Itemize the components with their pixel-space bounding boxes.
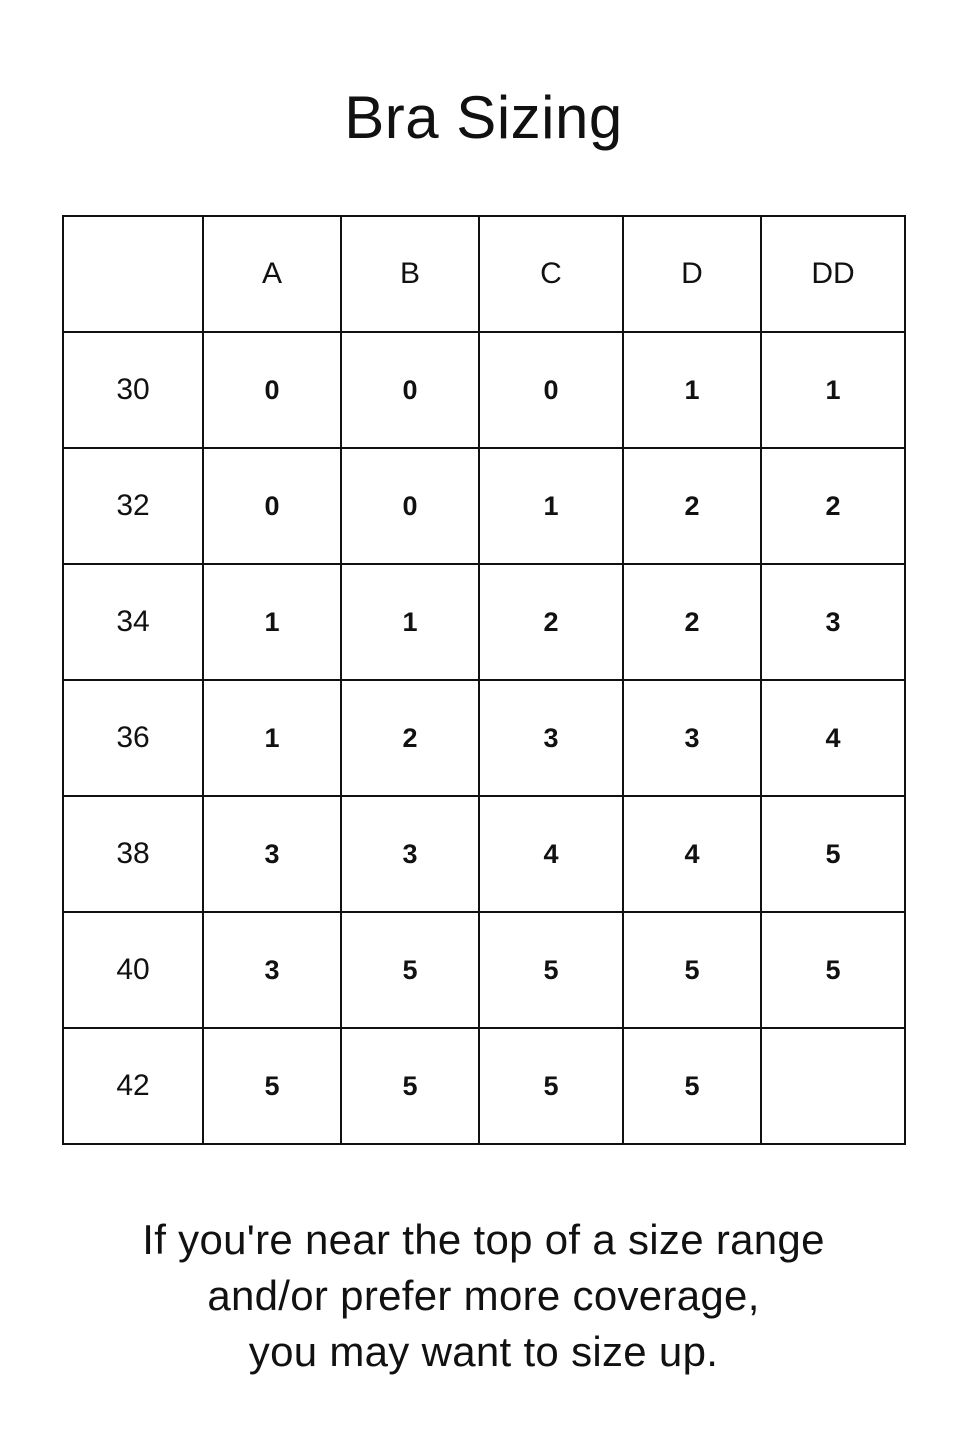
size-value: 2 [761, 448, 905, 564]
size-chart-table [62, 215, 906, 1145]
band-label: 42 [63, 1028, 203, 1144]
size-value: 2 [479, 564, 623, 680]
table-row [63, 332, 905, 448]
table-row [63, 448, 905, 564]
size-value: 5 [341, 1028, 479, 1144]
cup-header-dd: DD [761, 216, 905, 332]
size-value: 1 [203, 564, 341, 680]
band-label: 36 [63, 680, 203, 796]
size-value: 1 [203, 680, 341, 796]
size-value: 3 [341, 796, 479, 912]
table-row [63, 680, 905, 796]
size-value: 3 [203, 912, 341, 1028]
cup-header-row [63, 216, 905, 332]
table-row [63, 1028, 905, 1144]
table-row [63, 912, 905, 1028]
table-row [63, 796, 905, 912]
cup-header-c: C [479, 216, 623, 332]
band-label: 38 [63, 796, 203, 912]
size-value: 3 [479, 680, 623, 796]
cup-header-b: B [341, 216, 479, 332]
size-value: 4 [623, 796, 761, 912]
size-value: 0 [479, 332, 623, 448]
band-label: 32 [63, 448, 203, 564]
table-row [63, 564, 905, 680]
size-value: 3 [623, 680, 761, 796]
size-value: 0 [341, 332, 479, 448]
size-value: 3 [761, 564, 905, 680]
cup-header-a: A [203, 216, 341, 332]
size-value: 5 [203, 1028, 341, 1144]
sizing-note-line: If you're near the top of a size range [142, 1216, 825, 1263]
band-label: 40 [63, 912, 203, 1028]
size-value: 5 [341, 912, 479, 1028]
cup-header-d: D [623, 216, 761, 332]
size-value: 5 [479, 912, 623, 1028]
corner-cell [63, 216, 203, 332]
sizing-note-line: you may want to size up. [248, 1328, 719, 1375]
band-label: 30 [63, 332, 203, 448]
size-value: 1 [341, 564, 479, 680]
size-value: 0 [203, 448, 341, 564]
band-label: 34 [63, 564, 203, 680]
sizing-note-line: and/or prefer more coverage, [207, 1272, 760, 1319]
size-value: 5 [623, 912, 761, 1028]
size-value: 4 [761, 680, 905, 796]
size-value: 2 [623, 448, 761, 564]
size-value: 5 [761, 796, 905, 912]
size-value: 2 [623, 564, 761, 680]
size-value: 4 [479, 796, 623, 912]
size-value: 3 [203, 796, 341, 912]
size-value: 1 [479, 448, 623, 564]
size-value: 1 [761, 332, 905, 448]
sizing-note [0, 1212, 967, 1380]
size-value: 5 [479, 1028, 623, 1144]
size-value: 0 [341, 448, 479, 564]
size-value: 1 [623, 332, 761, 448]
page-title: Bra Sizing [344, 84, 623, 151]
size-value: 0 [203, 332, 341, 448]
size-value: 5 [761, 912, 905, 1028]
size-value: 5 [623, 1028, 761, 1144]
size-value: 2 [341, 680, 479, 796]
size-value [761, 1028, 905, 1144]
